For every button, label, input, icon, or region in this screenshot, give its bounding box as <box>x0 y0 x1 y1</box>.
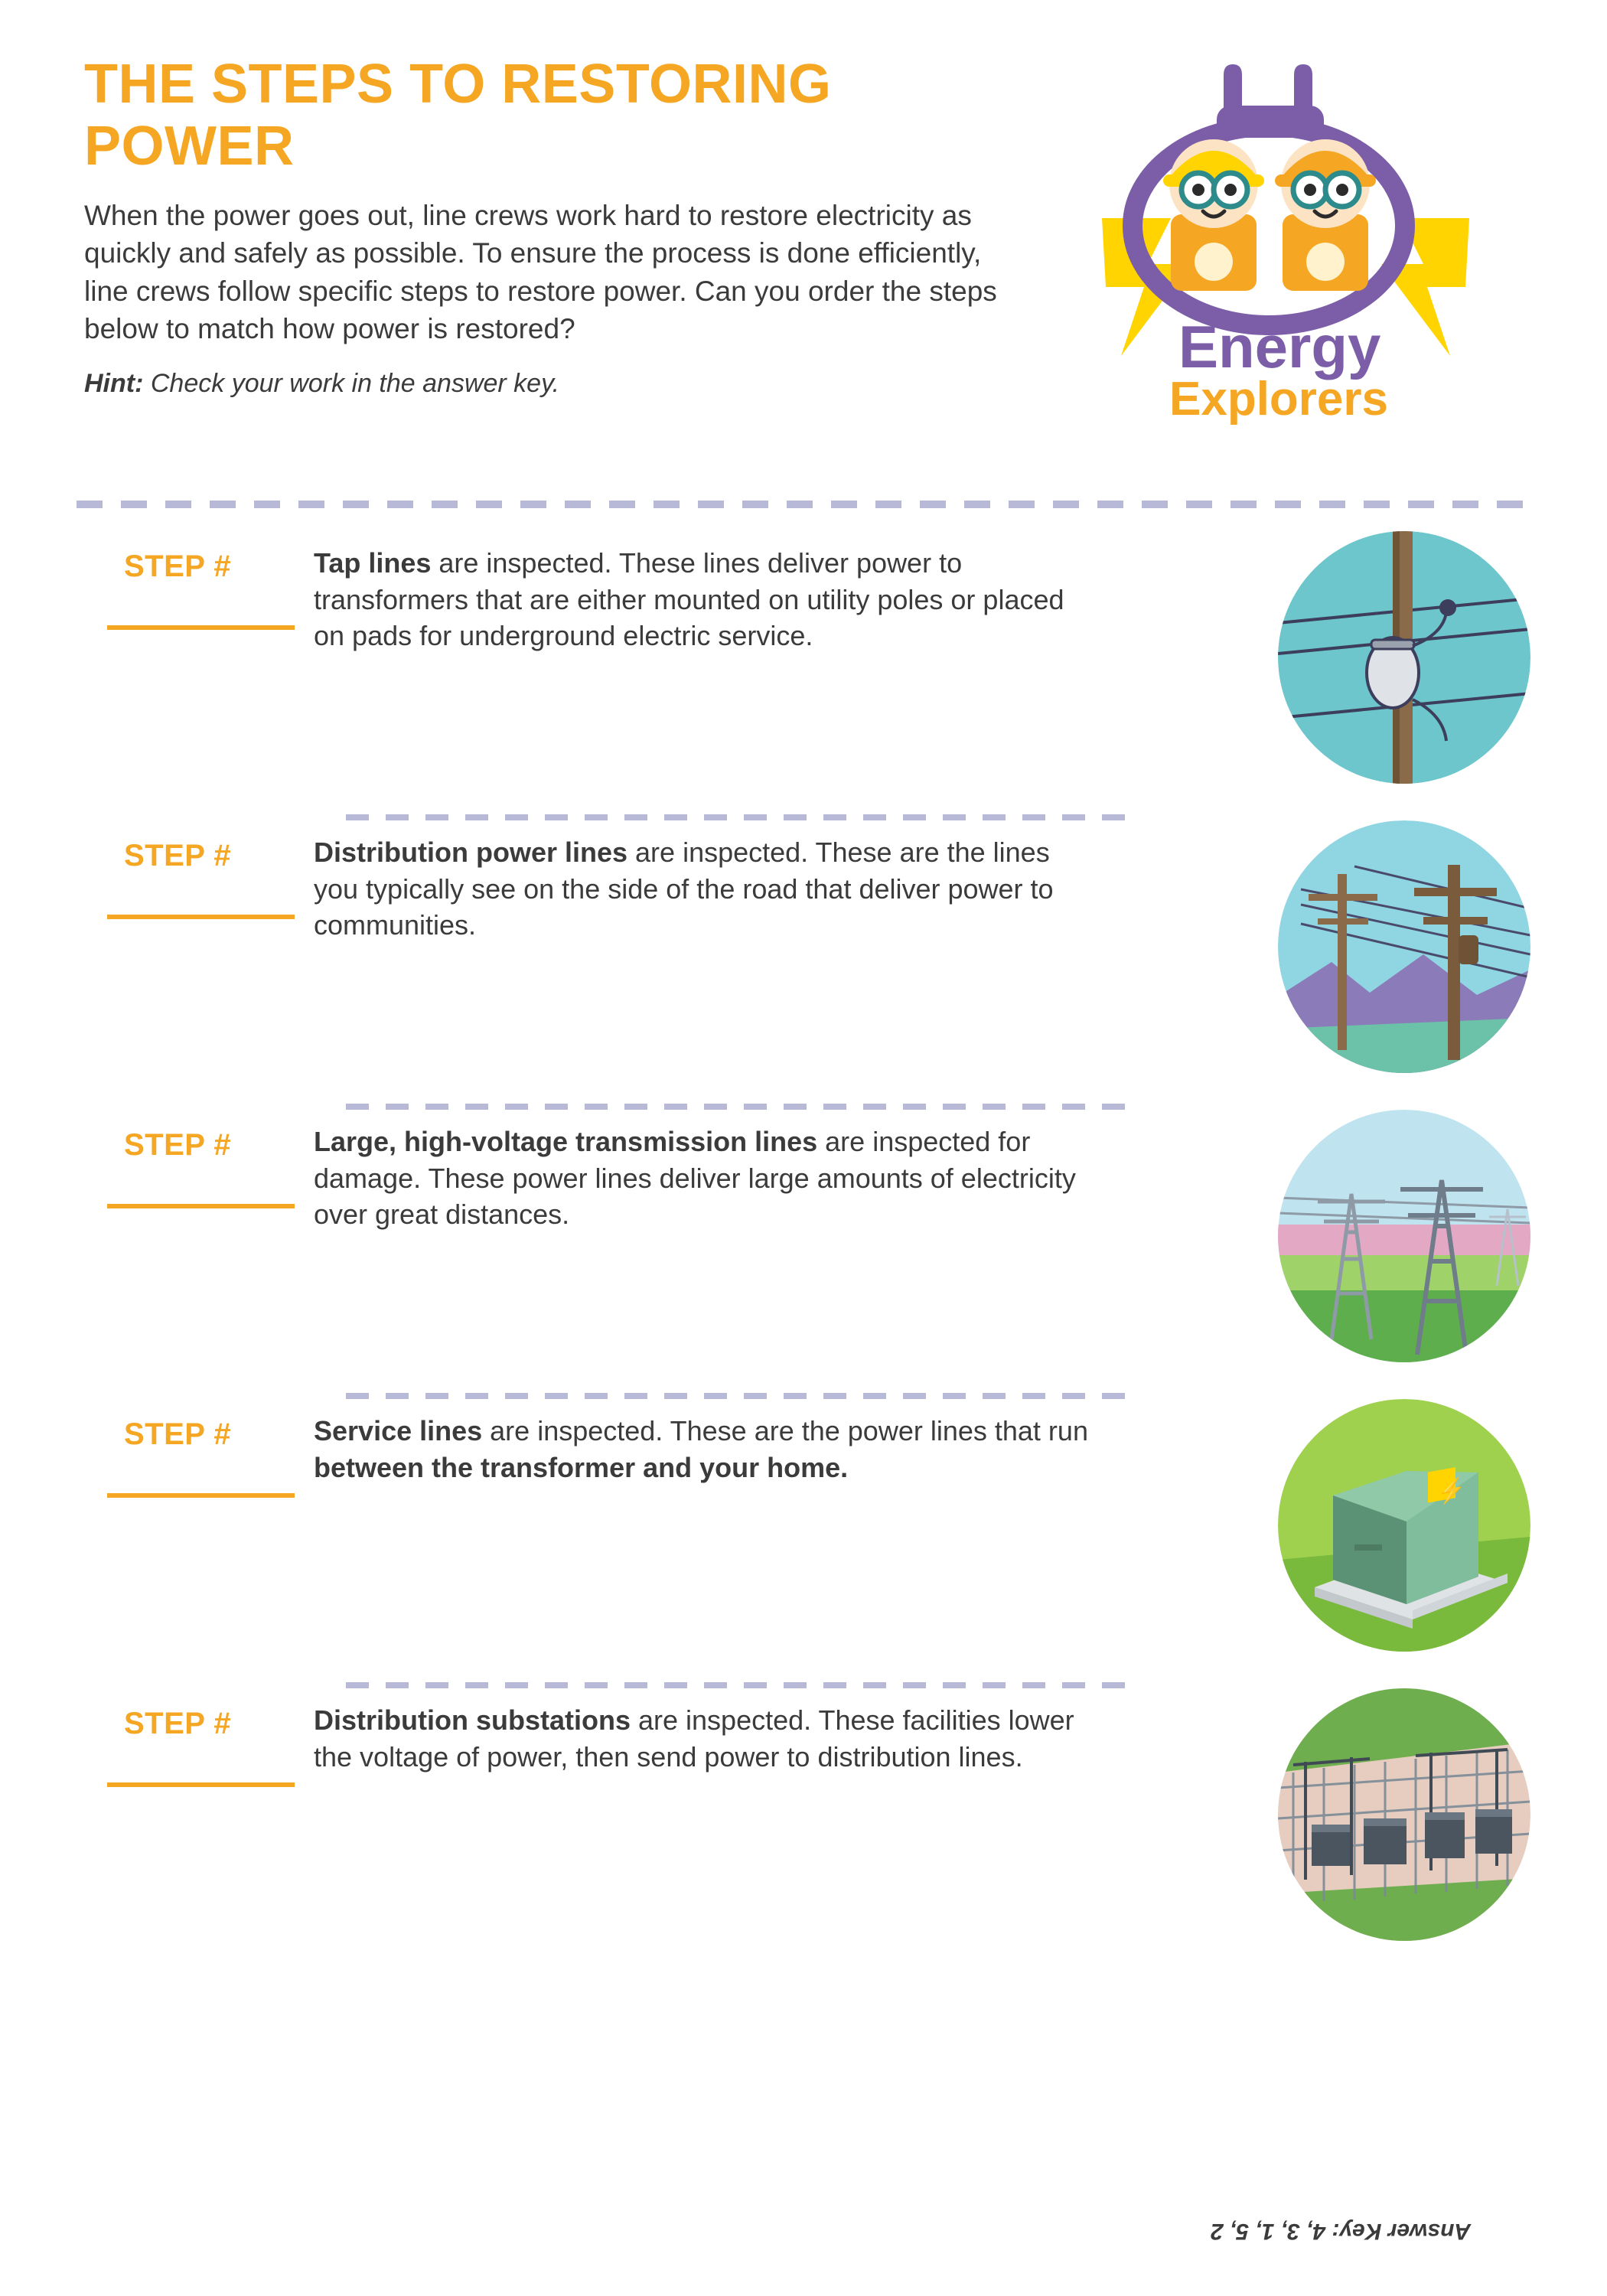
step-answer-blank[interactable] <box>107 915 295 919</box>
substation-illustration <box>1278 1688 1530 1941</box>
step-bold-lead: Distribution substations <box>314 1704 631 1736</box>
list-item <box>0 1399 1607 1682</box>
divider-step-1 <box>346 814 1134 820</box>
step-label: STEP # <box>124 1128 232 1162</box>
step-bold-lead: Distribution power lines <box>314 837 628 868</box>
step-rest: are inspected. These are the power lines that run <box>482 1415 1088 1446</box>
step-rest: are inspected. These facilities lower the voltage of power, then send power to distribution lines. <box>314 1704 1074 1773</box>
header <box>0 0 1607 475</box>
step-bold-lead: Tap lines <box>314 547 432 579</box>
step-answer-blank[interactable] <box>107 1204 295 1208</box>
distribution-lines-illustration <box>1278 820 1530 1073</box>
step-label: STEP # <box>124 1707 232 1740</box>
list-item <box>0 820 1607 1104</box>
divider-top <box>77 501 1530 508</box>
step-rest: are inspected. These are the lines you typically see on the side of the road that deliver power to communities. <box>314 837 1054 941</box>
pole-transformer-illustration <box>1278 531 1530 784</box>
step-rest: are inspected. These lines deliver power to transformers that are either mounted on utility poles or placed on pads for underground electric service. <box>314 547 1064 652</box>
step-label: STEP # <box>124 550 232 583</box>
step-answer-blank[interactable] <box>107 1782 295 1787</box>
step-text <box>314 834 1094 944</box>
step-body <box>314 531 1278 654</box>
step-rest: are inspected for damage. These power lines deliver large amounts of electricity over great distances. <box>314 1126 1076 1231</box>
step-bold-lead: Large, high-voltage transmission lines <box>314 1126 818 1157</box>
step-answer-blank[interactable] <box>107 625 295 630</box>
energy-explorers-logo <box>1056 61 1515 475</box>
step-body <box>314 820 1278 944</box>
step-number-slot <box>84 1688 314 1787</box>
page-title: THE STEPS TO RESTORING POWER <box>84 54 832 177</box>
step-label: STEP # <box>124 839 232 872</box>
step-body <box>314 1688 1278 1775</box>
pad-mount-transformer-illustration <box>1278 1399 1530 1652</box>
step-label: STEP # <box>124 1417 232 1451</box>
steps-list <box>0 531 1607 1971</box>
step-bold-tail: between the transformer and your home. <box>314 1451 849 1483</box>
hint-text: Check your work in the answer key. <box>150 369 560 399</box>
header-text <box>84 54 1056 399</box>
step-number-slot <box>84 1110 314 1208</box>
hint-label: Hint: <box>84 369 144 399</box>
divider-step-4 <box>346 1682 1134 1688</box>
intro-paragraph: When the power goes out, line crews work hard to restore electricity as quickly and safely as possible. To ensure the process is done efficiently, line crews follow specific steps to restore power. Can you order the steps below to match how power is restored? <box>84 200 997 344</box>
list-item <box>0 1110 1607 1393</box>
svg-text:⚡: ⚡ <box>1437 1476 1466 1507</box>
step-number-slot <box>84 1399 314 1498</box>
step-body <box>314 1399 1278 1486</box>
step-text <box>314 1413 1094 1486</box>
divider-step-3 <box>346 1393 1134 1399</box>
step-body <box>314 1110 1278 1233</box>
hint-line <box>84 369 1056 399</box>
step-text <box>314 1124 1094 1233</box>
step-answer-blank[interactable] <box>107 1493 295 1498</box>
character-left <box>1163 139 1264 291</box>
step-number-slot <box>84 820 314 919</box>
character-right <box>1275 139 1376 291</box>
step-text <box>314 1702 1094 1775</box>
transmission-towers-illustration <box>1278 1110 1530 1362</box>
list-item <box>0 1688 1607 1971</box>
divider-step-2 <box>346 1104 1134 1110</box>
answer-key: Answer Key: 4, 3, 1, 5, 2 <box>1210 2219 1471 2244</box>
list-item <box>0 531 1607 814</box>
step-text <box>314 545 1094 654</box>
step-number-slot <box>84 531 314 630</box>
logo-line1: Energy <box>1178 313 1381 380</box>
step-bold-lead: Service lines <box>314 1415 483 1446</box>
logo-line2: Explorers <box>1169 373 1389 426</box>
